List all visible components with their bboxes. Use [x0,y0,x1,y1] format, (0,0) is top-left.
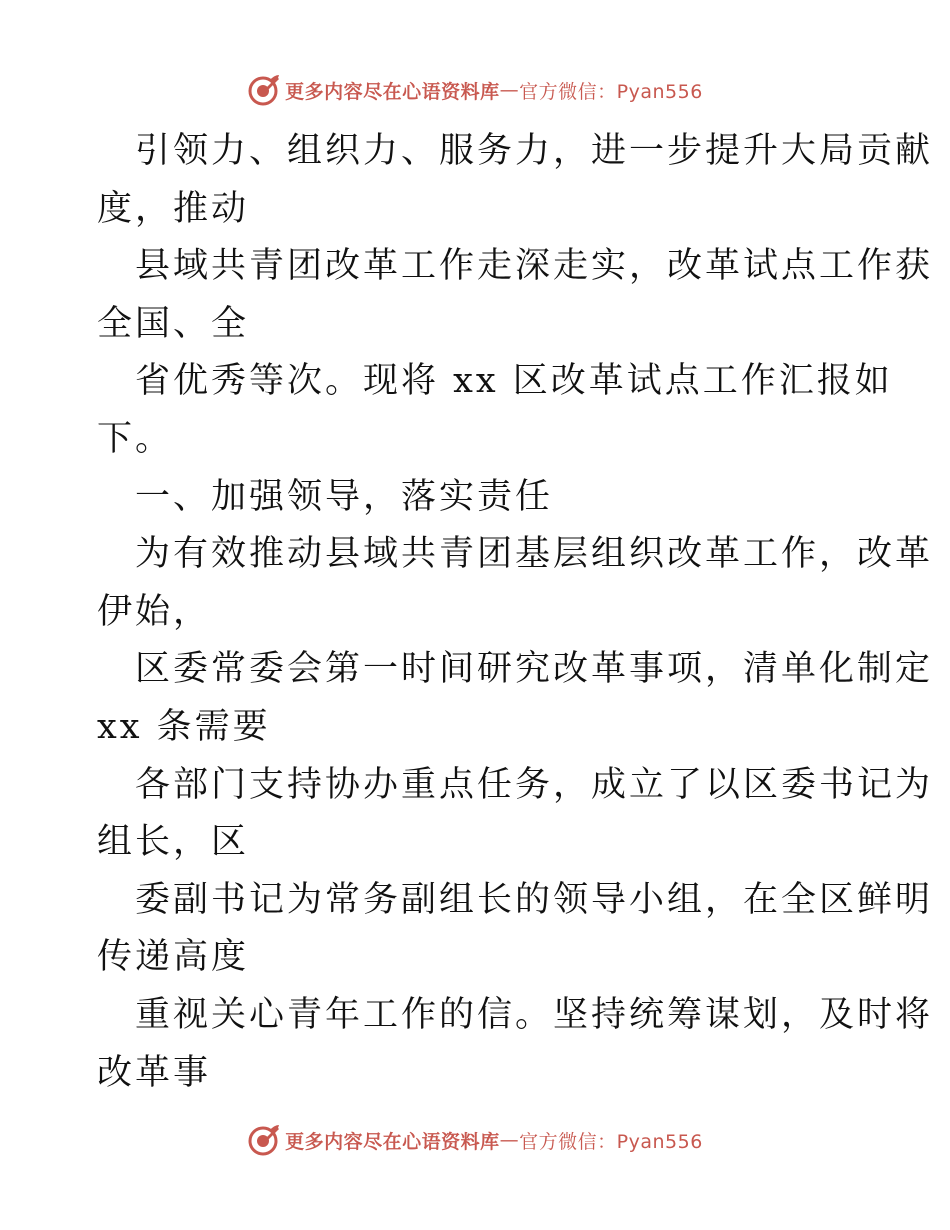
footer-banner-text: 更多内容尽在心语资料库 [285,1130,500,1153]
paragraph-line: 重视关心青年工作的信。坚持统筹谋划，及时将 [135,994,934,1035]
paragraph-line: 下。 [97,418,174,459]
paragraph-line: 度，推动 [97,188,250,229]
paragraph-line: 组长，区 [97,822,250,863]
paragraph-line: 引领力、组织力、服务力，进一步提升大局贡献 [135,131,934,171]
paragraph-line: 省优秀等次。现将 xx 区改革试点工作汇报如 [135,361,893,402]
section-heading: 一、加强领导，落实责任 [135,476,554,517]
paragraph-line: 全国、全 [97,303,250,344]
header-banner-dash: — [499,79,520,101]
paragraph-line: xx 条需要 [97,706,271,747]
paragraph-line: 改革事 [97,1052,212,1093]
paragraph-line: 为有效推动县域共青团基层组织改革工作，改革 [135,534,934,575]
footer-banner-account: 官方微信：Pyan556 [519,1130,703,1153]
footer-banner [0,1120,950,1160]
footer-banner-dash: — [499,1129,520,1151]
paragraph-line: 委副书记为常务副组长的领导小组，在全区鲜明 [135,879,934,920]
paragraph-line: 传递高度 [97,937,250,978]
paragraph-line: 各部门支持协办重点任务，成立了以区委书记为 [135,764,934,805]
paragraph-line: 区委常委会第一时间研究改革事项，清单化制定 [135,649,934,690]
header-banner-account: 官方微信：Pyan556 [519,80,703,103]
header-banner-text: 更多内容尽在心语资料库 [285,80,500,103]
quill-seal-icon [247,73,281,107]
paragraph-line: 县域共青团改革工作走深走实，改革试点工作获 [135,246,934,287]
header-banner [0,70,950,110]
quill-seal-icon [247,1123,281,1157]
paragraph-line: 伊始， [97,591,212,632]
body-text [97,123,934,1102]
